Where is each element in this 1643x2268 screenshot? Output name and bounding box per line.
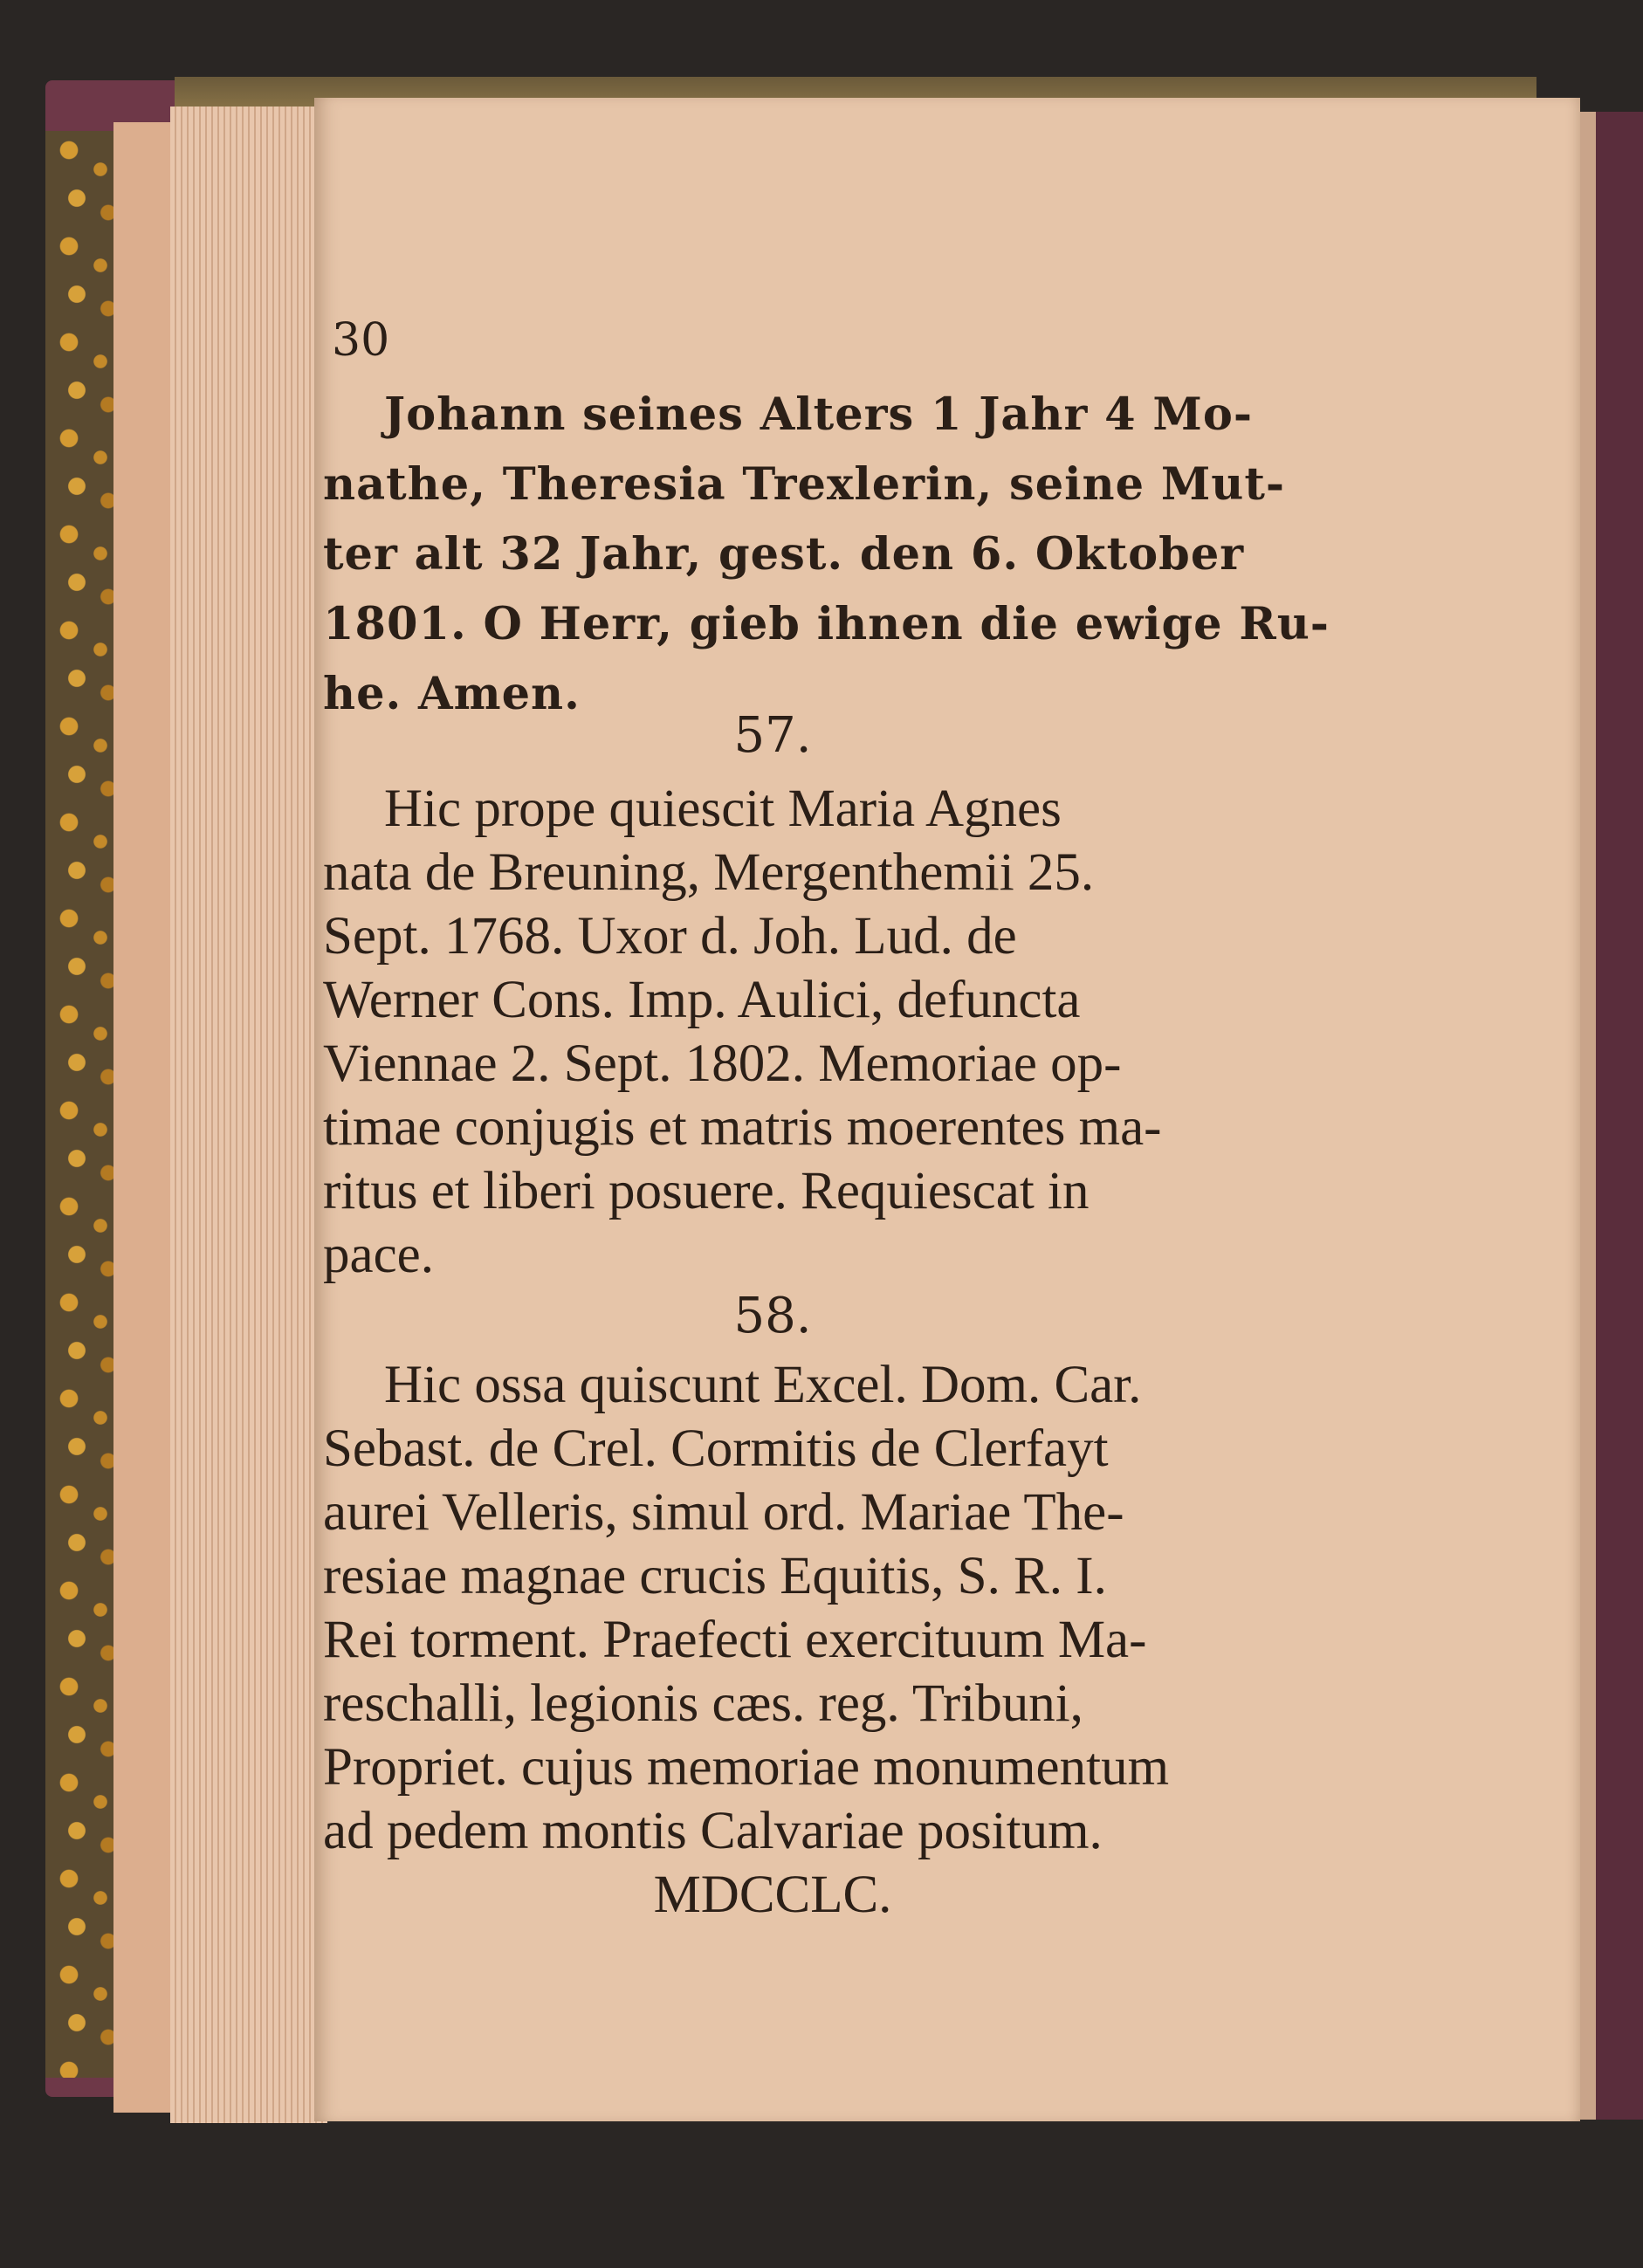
text-line: reschalli, legionis cæs. reg. Tribuni,	[323, 1674, 1083, 1733]
text-line: ter alt 32 Jahr, gest. den 6. Oktober	[323, 528, 1245, 581]
text-line: aurei Velleris, simul ord. Mariae The-	[323, 1483, 1124, 1542]
text-line: nata de Breuning, Mergenthemii 25.	[323, 843, 1095, 902]
entry-57-text	[323, 777, 1222, 1287]
text-line: Viennae 2. Sept. 1802. Memoriae op-	[323, 1034, 1122, 1093]
text-line: Sept. 1768. Uxor d. Joh. Lud. de	[323, 907, 1017, 966]
text-line: Werner Cons. Imp. Aulici, defuncta	[323, 971, 1081, 1029]
entry-number-58: 58.	[733, 1288, 812, 1344]
text-line: he. Amen.	[323, 668, 581, 720]
text-line: timae conjugis et matris moerentes ma-	[323, 1098, 1162, 1157]
text-line: 1801. O Herr, gieb ihnen die ewige Ru-	[323, 598, 1330, 650]
text-line: MDCCLC.	[653, 1866, 892, 1924]
entry-58-text	[323, 1353, 1222, 1927]
text-line: Rei torment. Praefecti exercituum Ma-	[323, 1611, 1147, 1669]
german-epitaph	[323, 380, 1330, 729]
text-line: Hic ossa quiscunt Excel. Dom. Car.	[384, 1356, 1142, 1414]
text-line: Hic prope quiescit Maria Agnes	[384, 780, 1062, 838]
text-line: resiae magnae crucis Equitis, S. R. I.	[323, 1547, 1107, 1605]
right-cover	[1596, 112, 1643, 2120]
text-line: Johann seines Alters 1 Jahr 4 Mo-	[384, 388, 1254, 441]
text-line: ritus et liberi posuere. Requiescat in	[323, 1162, 1090, 1220]
text-line: nathe, Theresia Trexlerin, seine Mut-	[323, 458, 1286, 511]
text-line: pace.	[323, 1226, 434, 1284]
text-line: Propriet. cujus memoriae monumentum	[323, 1738, 1170, 1797]
text-line: Sebast. de Crel. Cormitis de Clerfayt	[323, 1419, 1109, 1478]
page-stack-edges	[170, 107, 327, 2123]
entry-number-57: 57.	[733, 707, 812, 764]
text-line: ad pedem montis Calvariae positum.	[323, 1802, 1103, 1860]
page-number: 30	[332, 314, 390, 367]
